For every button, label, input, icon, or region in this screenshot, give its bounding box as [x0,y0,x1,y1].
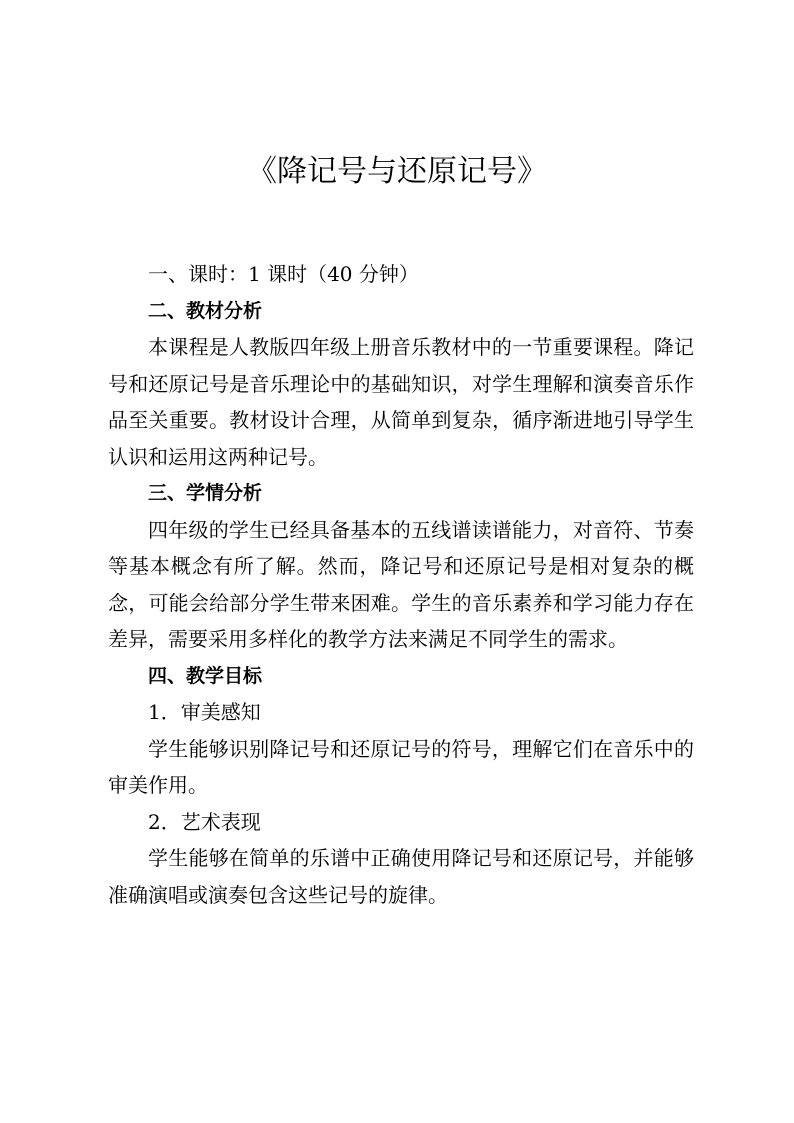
subsection-label-aesthetic-perception: 1．审美感知 [148,700,261,724]
paragraph-aesthetic-perception: 学生能够识别降记号和还原记号的符号，理解它们在音乐中的审美作用。 [108,736,694,797]
subsection-label-artistic-expression: 2．艺术表现 [148,809,261,834]
document-title: 《降记号与还原记号》 [247,154,547,189]
lesson-time: 一、课时：1 课时（40 分钟） [148,262,419,286]
paragraph-artistic-expression: 学生能够在简单的乐谱中正确使用降记号和还原记号，并能够准确演唱或演奏包含这些记号的旋律。 [108,846,694,907]
paragraph-student-analysis: 四年级的学生已经具备基本的五线谱读谱能力，对音符、节奏等基本概念有所了解。然而，降记号和还原记号是相对复杂的概念，可能会给部分学生带来困难。学生的音乐素养和学习能力存在差异，需要采用多样化的教学方法来满足不同学生的需求。 [108,517,694,651]
paragraph-material-analysis: 本课程是人教版四年级上册音乐教材中的一节重要课程。降记号和还原记号是音乐理论中的基础知识，对学生理解和演奏音乐作品至关重要。教材设计合理，从简单到复杂，循序渐进地引导学生认识和运用这两种记号。 [108,335,694,469]
document-body [108,256,694,913]
section-heading-teaching-goals: 四、教学目标 [148,664,263,687]
section-heading-student-analysis: 三、学情分析 [148,482,263,504]
section-heading-material-analysis: 二、教材分析 [148,299,263,322]
